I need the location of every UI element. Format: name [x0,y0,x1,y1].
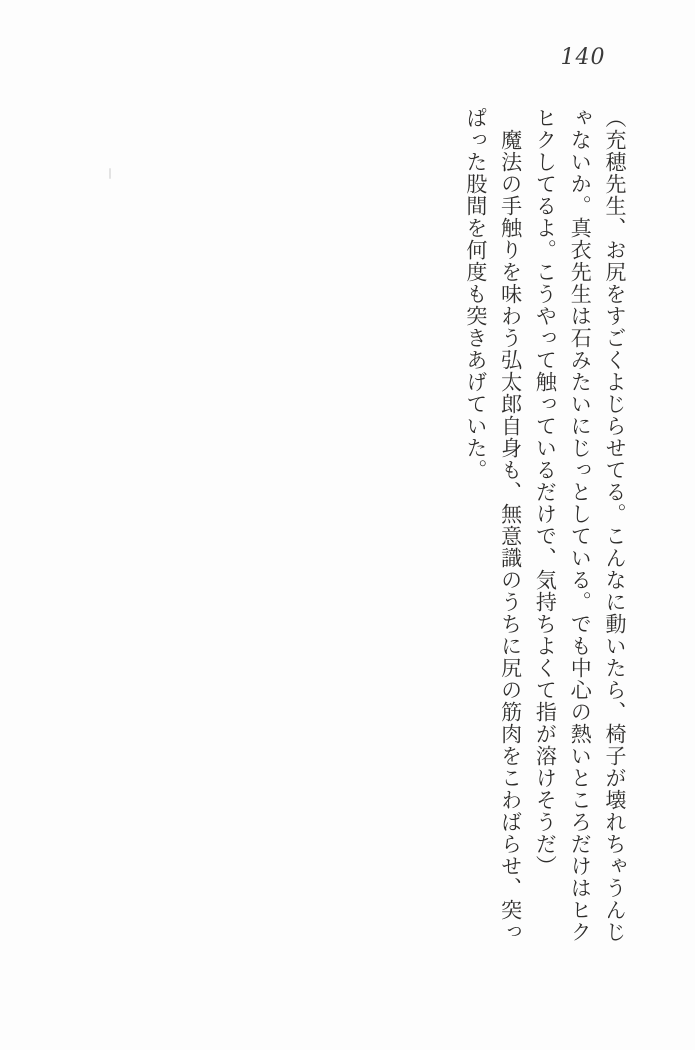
text-line-5: ぱった股間を何度も突きあげていた。 [463,107,488,481]
text-line-1: （充穂先生、お尻をすごくよじらせてる。こんなに動いたら、椅子が壊れちゃうんじ [603,107,627,943]
text-line-4: 魔法の手触りを味わう弘太郎自身も、無意識のうちに尻の筋肉をこわばらせ、突っ [498,107,523,943]
scan-artifact [109,168,111,179]
text-line-2: ゃないか。真衣先生は石みたいにじっとしている。でも中心の熱いところだけはヒク [568,107,593,943]
page-number: 140 [560,45,606,70]
text-line-3: ヒクしてるよ。こうやって触っているだけで、気持ちよくて指が溶けそうだ） [533,107,558,877]
body-text [458,107,632,949]
